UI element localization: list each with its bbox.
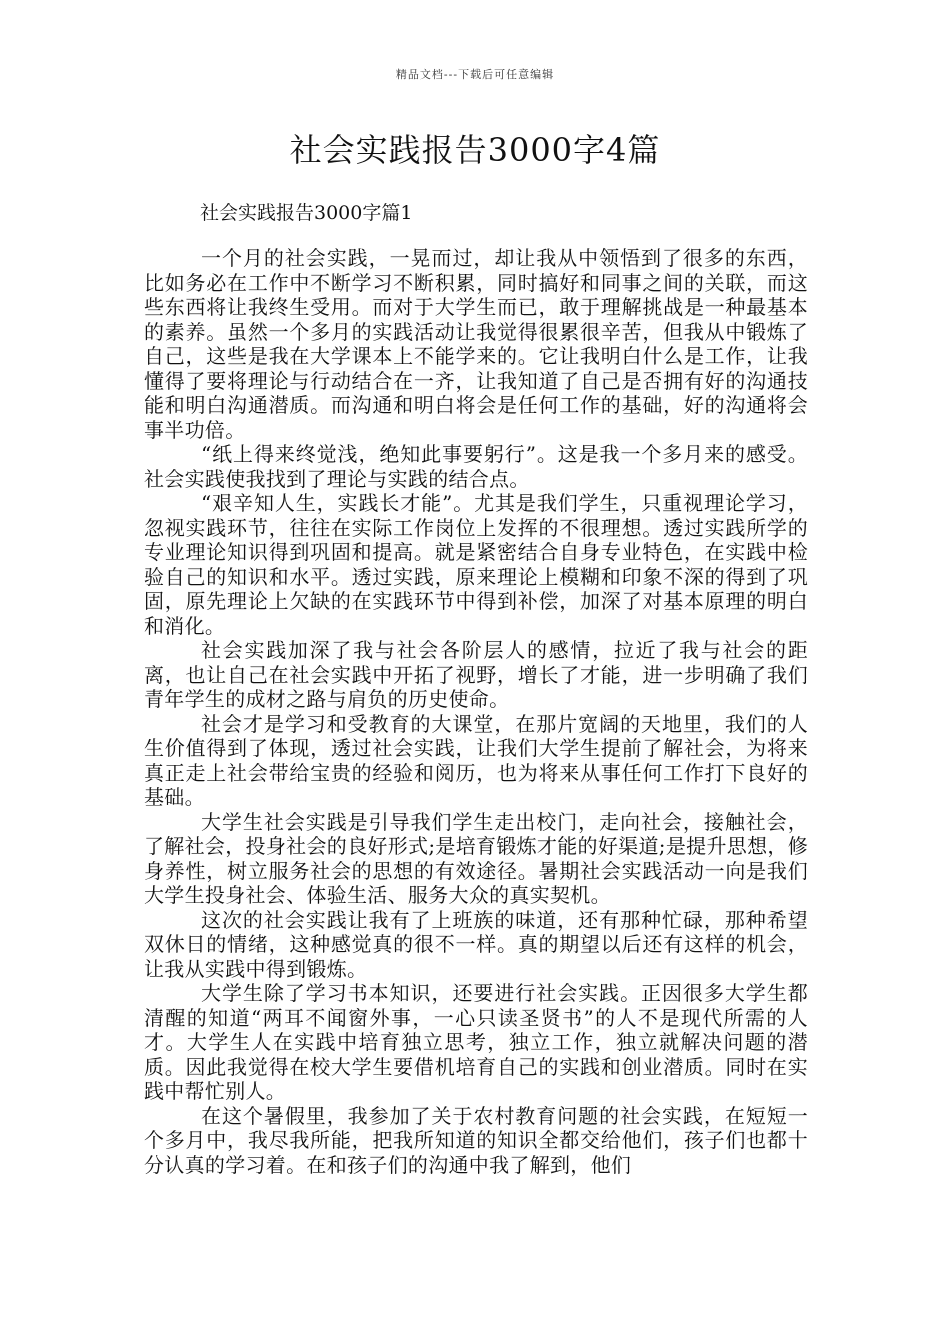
paragraph-4: 社会实践加深了我与社会各阶层人的感情，拉近了我与社会的距离，也让自己在社会实践中开拓了视野，增长了才能，进一步明确了我们青年学生的成材之路与肩负的历史使命。: [144, 638, 808, 711]
paragraph-8: 大学生除了学习书本知识，还要进行社会实践。正因很多大学生都清醒的知道“两耳不闻窗外事，一心只读圣贤书”的人不是现代所需的人才。大学生人在实践中培育独立思考，独立工作，独立就解决问题的潜质。因此我觉得在校大学生要借机培育自己的实践和创业潜质。同时在实践中帮忙别人。: [144, 981, 808, 1103]
paragraph-1: 一个月的社会实践，一晃而过，却让我从中领悟到了很多的东西，比如务必在工作中不断学习不断积累，同时搞好和同事之间的关联，而这些东西将让我终生受用。而对于大学生而已，敢于理解挑战是一种最基本的素养。虽然一个多月的实践活动让我觉得很累很辛苦，但我从中锻炼了自己，这些是我在大学课本上不能学来的。它让我明白什么是工作，让我懂得了要将理论与行动结合在一齐，让我知道了自己是否拥有好的沟通技能和明白沟通潜质。而沟通和明白将会是任何工作的基础，好的沟通将会事半功倍。: [144, 246, 808, 442]
paragraph-5: 社会才是学习和受教育的大课堂，在那片宽阔的天地里，我们的人生价值得到了体现，透过社会实践，让我们大学生提前了解社会，为将来真正走上社会带给宝贵的经验和阅历，也为将来从事任何工作打下良好的基础。: [144, 711, 808, 809]
paragraph-7: 这次的社会实践让我有了上班族的味道，还有那种忙碌，那种希望双休日的情绪，这种感觉真的很不一样。真的期望以后还有这样的机会，让我从实践中得到锻炼。: [144, 907, 808, 981]
paragraph-6: 大学生社会实践是引导我们学生走出校门，走向社会，接触社会，了解社会，投身社会的良好形式;是培育锻炼才能的好渠道;是提升思想，修身养性，树立服务社会的思想的有效途径。暑期社会实践活动一向是我们大学生投身社会、体验生活、服务大众的真实契机。: [144, 809, 808, 907]
document-body: [144, 246, 808, 1177]
paragraph-2: “纸上得来终觉浅，绝知此事要躬行”。这是我一个多月来的感受。社会实践使我找到了理论与实践的结合点。: [144, 442, 808, 491]
paragraph-9: 在这个暑假里，我参加了关于农村教育问题的社会实践，在短短一个多月中，我尽我所能，把我所知道的知识全都交给他们，孩子们也都十分认真的学习着。在和孩子们的沟通中我了解到，他们: [144, 1103, 808, 1177]
document-title: 社会实践报告3000字4篇: [289, 131, 661, 169]
section-heading: 社会实践报告3000字篇1: [200, 202, 413, 224]
header-note: 精品文档---下载后可任意编辑: [395, 68, 555, 81]
paragraph-3: “艰辛知人生，实践长才能”。尤其是我们学生，只重视理论学习，忽视实践环节，往往在实际工作岗位上发挥的不很理想。透过实践所学的专业理论知识得到巩固和提高。就是紧密结合自身专业特色，在实践中检验自己的知识和水平。透过实践，原来理论上模糊和印象不深的得到了巩固，原先理论上欠缺的在实践环节中得到补偿，加深了对基本原理的明白和消化。: [144, 491, 808, 638]
